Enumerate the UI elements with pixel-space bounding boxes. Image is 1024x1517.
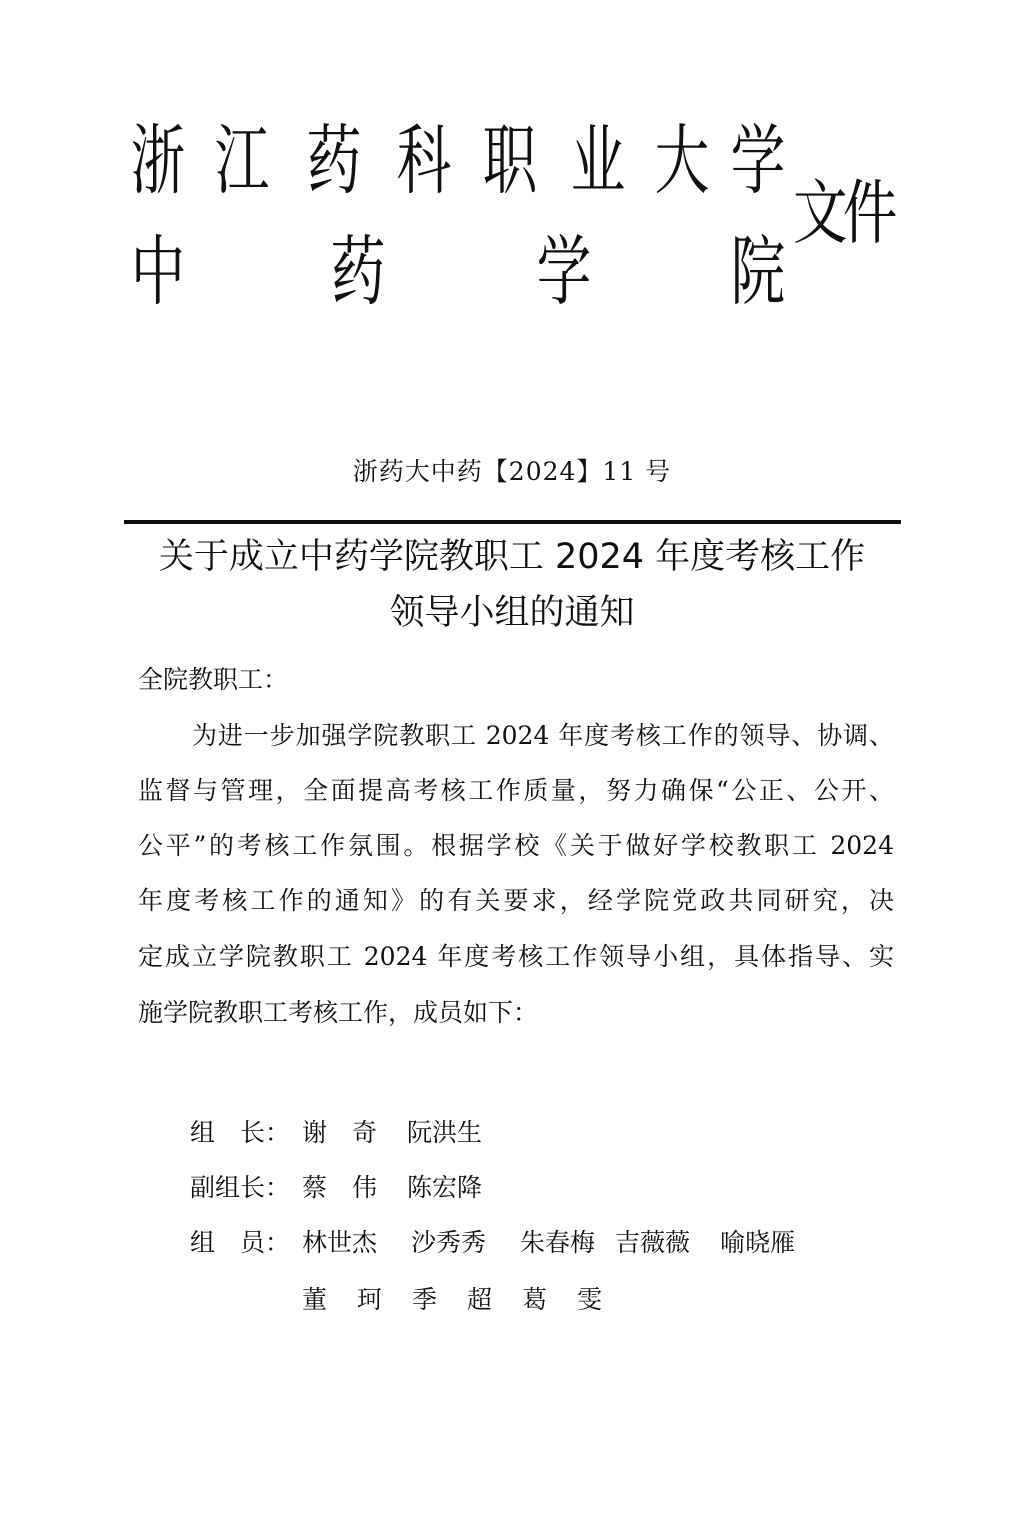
header-char: 江: [214, 116, 270, 205]
member-name: 谢 奇: [302, 1118, 378, 1147]
document-number: 浙药大中药【2024】11 号: [352, 457, 672, 486]
member-name-char: 超: [467, 1285, 493, 1314]
header-char: 职: [482, 116, 538, 205]
member-name-char: 葛: [522, 1285, 548, 1314]
member-name: 林世杰: [302, 1228, 378, 1257]
role-label: 副组长：: [190, 1173, 291, 1202]
header-divider: [124, 520, 901, 524]
title-line-2: 领导小组的通知: [389, 593, 635, 633]
member-name: 蔡 伟: [302, 1173, 378, 1202]
header-char: 药: [306, 116, 362, 205]
body-line: 年度考核工作的通知》的有关要求，经学院党政共同研究，决: [138, 886, 894, 915]
header-char: 业: [570, 116, 626, 205]
member-name-char: 董: [302, 1285, 328, 1314]
member-name: 喻晓雁: [720, 1228, 796, 1257]
title-line-1: 关于成立中药学院教职工 2024 年度考核工作: [158, 537, 866, 577]
member-name: 阮洪生: [407, 1118, 483, 1147]
header-char: 大: [654, 116, 710, 205]
body-line: 为进一步加强学院教职工 2024 年度考核工作的领导、协调、: [192, 721, 894, 750]
body-line: 定成立学院教职工 2024 年度考核工作领导小组，具体指导、实: [138, 942, 894, 971]
member-name-char: 季: [412, 1285, 438, 1314]
body-line: 监督与管理，全面提高考核工作质量，努力确保“公正、公开、: [138, 776, 894, 805]
member-name: 沙秀秀: [411, 1228, 487, 1257]
member-name-char: 珂: [357, 1285, 383, 1314]
member-name: 吉薇薇: [615, 1228, 691, 1257]
header-char: 浙: [130, 116, 186, 205]
body-line: 公平”的考核工作氛围。根据学校《关于做好学校教职工 2024: [138, 831, 894, 860]
header-char: 中: [130, 227, 186, 316]
member-row-leader: [190, 1113, 500, 1149]
header-char: 院: [730, 227, 786, 316]
header-suffix: 文件: [793, 172, 893, 254]
member-name: 陈宏降: [407, 1173, 483, 1202]
header-char: 科: [396, 116, 452, 205]
header-char: 学: [536, 227, 592, 316]
member-row-staff: [190, 1223, 813, 1259]
member-name-char: 雯: [577, 1285, 603, 1314]
member-name: 朱春梅: [520, 1228, 596, 1257]
role-label: 组 长：: [190, 1118, 291, 1147]
body-line: 施学院教职工考核工作，成员如下：: [138, 998, 539, 1027]
role-label: 组 员：: [190, 1228, 291, 1257]
salutation: 全院教职工：: [138, 665, 289, 694]
member-row-deputy: [190, 1168, 500, 1204]
header-char: 学: [730, 116, 786, 205]
member-row-staff-continued: [302, 1280, 620, 1316]
header-char: 药: [330, 227, 386, 316]
